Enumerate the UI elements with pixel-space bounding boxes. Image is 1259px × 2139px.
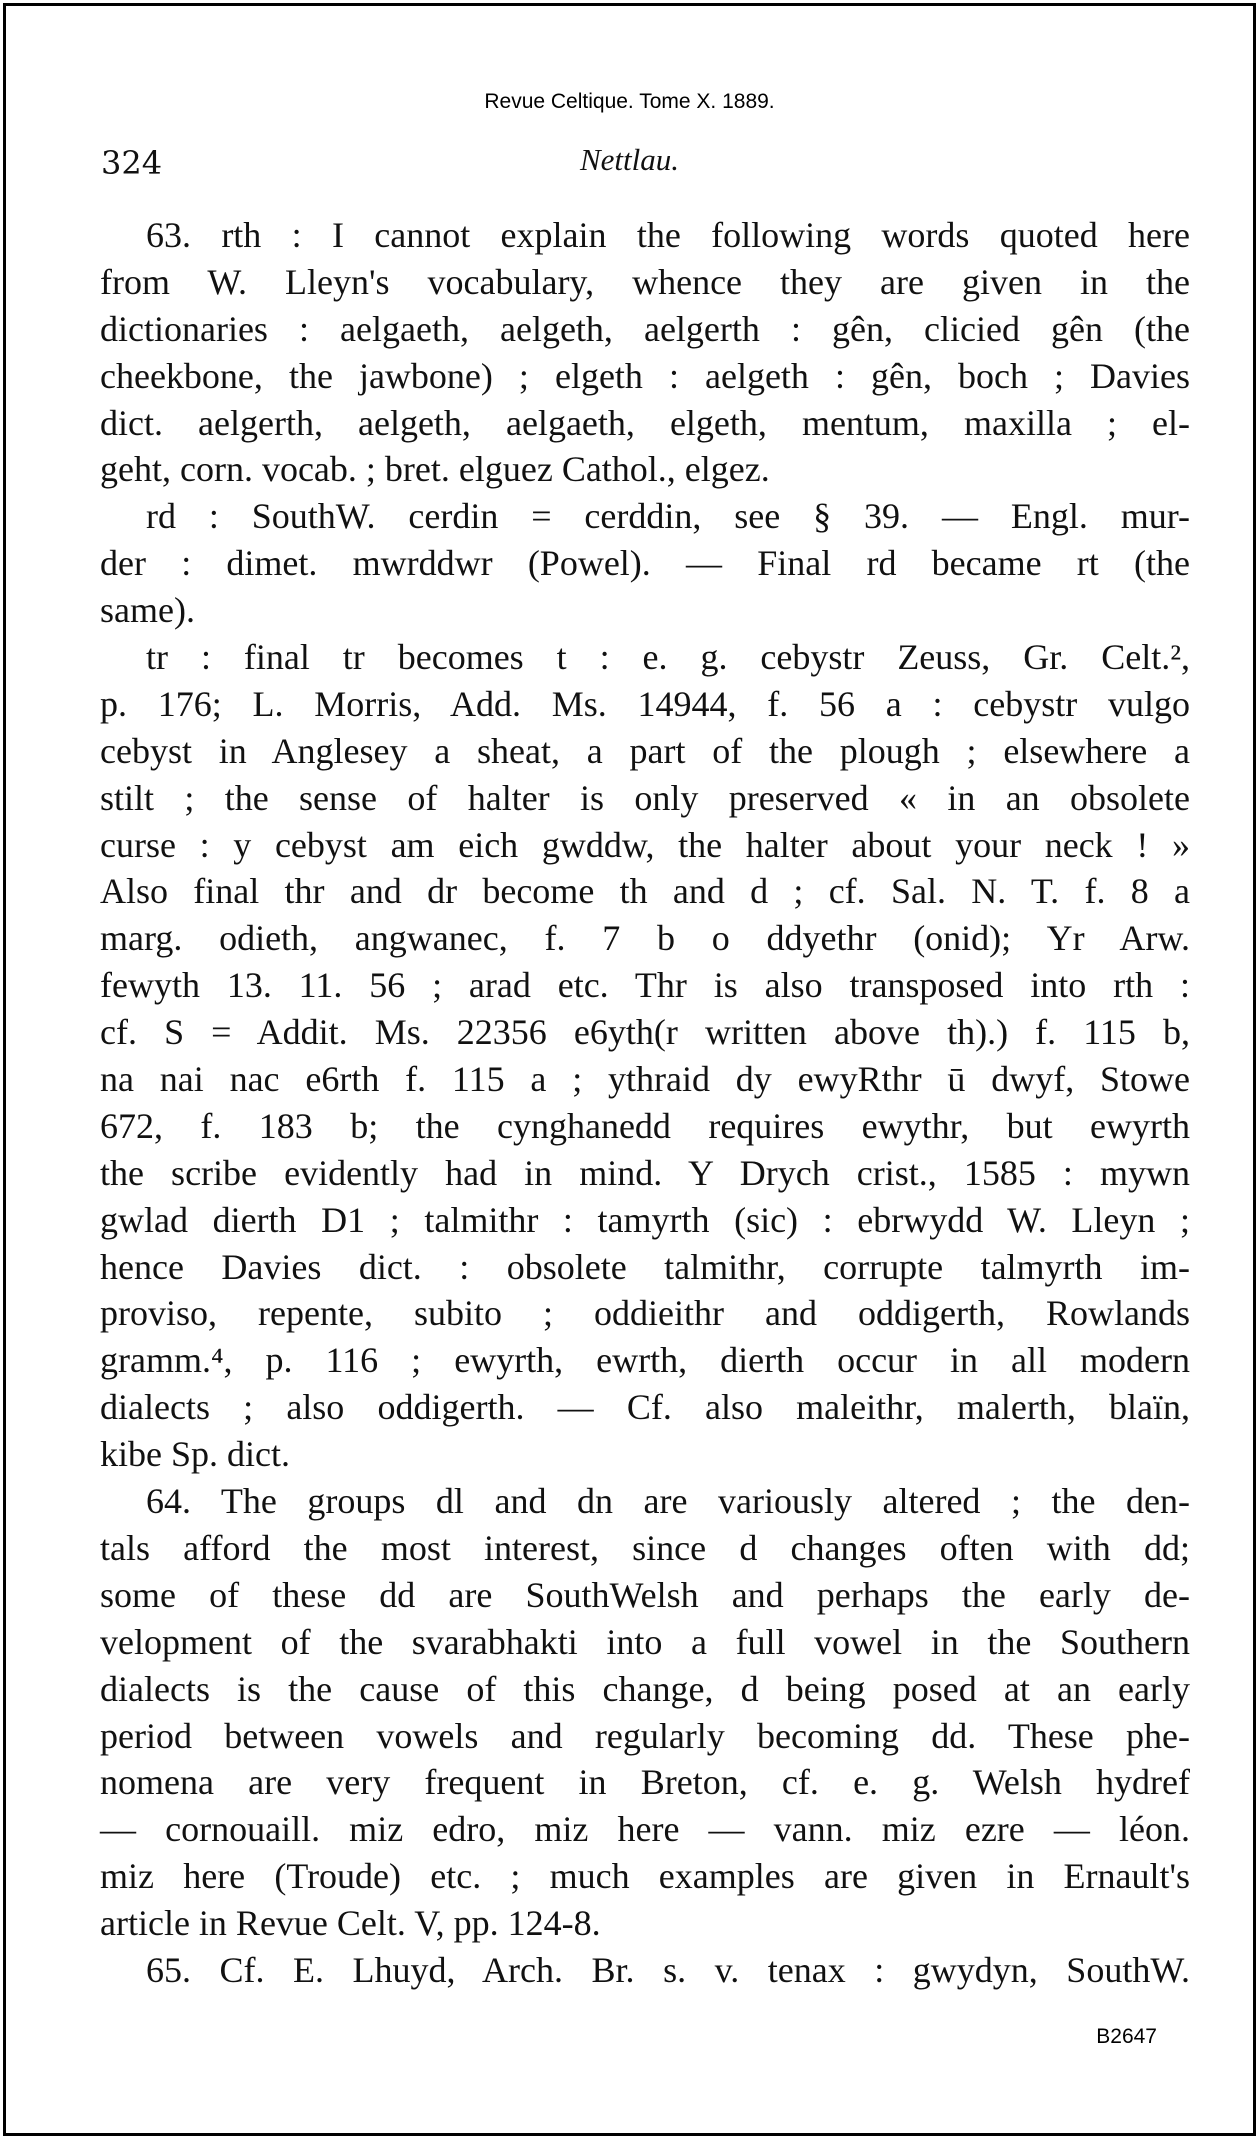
text-line: period between vowels and regularly becoming dd. These phe- — [100, 1715, 1190, 1756]
text-line: geht, corn. vocab. ; bret. elguez Cathol., elgez. — [100, 449, 770, 490]
text-line: stilt ; the sense of halter is only preserved « in an obsolete — [100, 777, 1190, 818]
text-line: nomena are very frequent in Breton, cf. e. g. Welsh hydref — [100, 1762, 1190, 1803]
text-line: miz here (Troude) etc. ; much examples are given in Ernault's — [100, 1856, 1190, 1897]
text-line: curse : y cebyst am eich gwddw, the halter about your neck ! » — [100, 824, 1190, 865]
text-line: dialects is the cause of this change, d being posed at an early — [100, 1668, 1190, 1709]
text-line: dictionaries : aelgaeth, aelgeth, aelgerth : gên, clicied gên (the — [100, 308, 1190, 349]
text-line: the scribe evidently had in mind. Y Drych crist., 1585 : mywn — [100, 1152, 1190, 1193]
text-line: cebyst in Anglesey a sheat, a part of the plough ; elsewhere a — [100, 730, 1190, 771]
text-line: marg. odieth, angwanec, f. 7 b o ddyethr (onid); Yr Arw. — [100, 918, 1190, 959]
text-line: hence Davies dict. : obsolete talmithr, corrupte talmyrth im- — [100, 1246, 1190, 1287]
page-number: 324 — [101, 144, 163, 182]
text-line: der : dimet. mwrddwr (Powel). — Final rd became rt (the — [100, 543, 1190, 584]
running-title: Revue Celtique. Tome X. 1889. — [484, 90, 775, 113]
text-line: 65. Cf. E. Lhuyd, Arch. Br. s. v. tenax : gwydyn, SouthW. — [146, 1949, 1190, 1990]
text-line: some of these dd are SouthWelsh and perhaps the early de- — [100, 1574, 1190, 1615]
text-line: dict. aelgerth, aelgeth, aelgaeth, elgeth, mentum, maxilla ; el- — [100, 402, 1190, 443]
text-line: cheekbone, the jawbone) ; elgeth : aelgeth : gên, boch ; Davies — [100, 355, 1190, 396]
header-author: Nettlau. — [579, 142, 680, 177]
text-line: from W. Lleyn's vocabulary, whence they are given in the — [100, 261, 1190, 302]
text-line: rd : SouthW. cerdin = cerddin, see § 39. — Engl. mur- — [146, 496, 1190, 537]
text-line: Also final thr and dr become th and d ; cf. Sal. N. T. f. 8 a — [100, 871, 1190, 912]
text-line: same). — [100, 590, 195, 631]
accession-number: B2647 — [1096, 2025, 1157, 2048]
text-line: na nai nac e6rth f. 115 a ; ythraid dy ewyRthr ū dwyf, Stowe — [100, 1059, 1190, 1100]
text-line: cf. S = Addit. Ms. 22356 e6yth(r written above th).) f. 115 b, — [100, 1012, 1190, 1053]
text-line: 672, f. 183 b; the cynghanedd requires ewythr, but ewyrth — [100, 1105, 1190, 1146]
text-line: gwlad dierth D1 ; talmithr : tamyrth (sic) : ebrwydd W. Lleyn ; — [100, 1199, 1190, 1240]
body-text — [100, 212, 1190, 1994]
text-line: tr : final tr becomes t : e. g. cebystr Zeuss, Gr. Celt.², — [146, 637, 1190, 678]
text-line: — cornouaill. miz edro, miz here — vann. miz ezre — léon. — [100, 1809, 1190, 1850]
text-line: 64. The groups dl and dn are variously altered ; the den- — [146, 1481, 1190, 1522]
text-line: proviso, repente, subito ; oddieithr and oddigerth, Rowlands — [100, 1293, 1190, 1334]
page-scan — [3, 3, 1256, 2136]
text-line: article in Revue Celt. V, pp. 124-8. — [100, 1903, 601, 1944]
text-line: velopment of the svarabhakti into a full vowel in the Southern — [100, 1621, 1190, 1662]
text-line: p. 176; L. Morris, Add. Ms. 14944, f. 56 a : cebystr vulgo — [100, 683, 1190, 724]
text-line: dialects ; also oddigerth. — Cf. also maleithr, malerth, blaïn, — [100, 1387, 1190, 1428]
text-line: fewyth 13. 11. 56 ; arad etc. Thr is also transposed into rth : — [100, 965, 1190, 1006]
text-line: 63. rth : I cannot explain the following words quoted here — [146, 215, 1190, 255]
text-line: gramm.⁴, p. 116 ; ewyrth, ewrth, dierth occur in all modern — [100, 1340, 1190, 1381]
text-line: kibe Sp. dict. — [100, 1434, 290, 1475]
text-line: tals afford the most interest, since d changes often with dd; — [100, 1527, 1190, 1568]
